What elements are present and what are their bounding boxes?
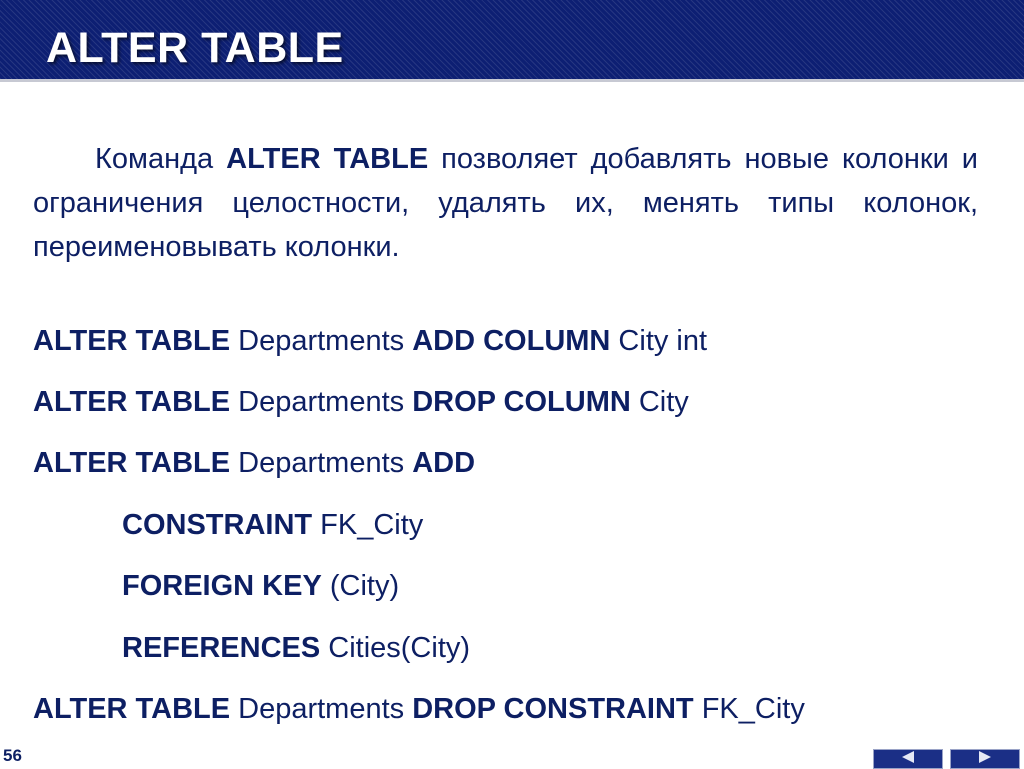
code-text: Departments (230, 447, 413, 479)
prev-slide-button[interactable] (873, 749, 943, 769)
code-keyword: DROP CONSTRAINT (412, 693, 694, 725)
code-text: Departments (230, 325, 413, 357)
code-keyword: ALTER TABLE (33, 325, 231, 357)
title-bar (0, 0, 1024, 82)
code-keyword: DROP COLUMN (412, 386, 631, 418)
code-text: FK_City (312, 509, 424, 541)
intro-text-start: Команда (95, 143, 227, 175)
code-keyword: ALTER TABLE (33, 386, 231, 418)
code-text: City int (610, 325, 708, 357)
code-line-drop-column (33, 382, 689, 422)
code-line-add-column (33, 321, 707, 361)
page-number: 56 (3, 746, 22, 765)
code-line-foreign-key (122, 566, 399, 606)
arrow-right-icon (979, 751, 991, 763)
code-keyword: ALTER TABLE (33, 693, 231, 725)
code-text: Departments (230, 693, 413, 725)
intro-paragraph (33, 137, 978, 269)
code-text: (City) (321, 570, 400, 602)
slide-content (0, 82, 1024, 767)
code-text: Cities(City) (320, 632, 471, 664)
code-keyword: REFERENCES (122, 632, 321, 664)
code-text: FK_City (693, 693, 805, 725)
code-line-references (122, 628, 470, 668)
code-keyword: FOREIGN KEY (122, 570, 322, 602)
code-line-add (33, 443, 475, 483)
code-keyword: ALTER TABLE (33, 447, 231, 479)
code-line-constraint (122, 505, 423, 545)
code-keyword: ADD COLUMN (412, 325, 611, 357)
code-text: Departments (230, 386, 413, 418)
code-line-drop-constraint (33, 689, 805, 729)
code-text: City (630, 386, 689, 418)
next-slide-button[interactable] (950, 749, 1020, 769)
code-keyword: ADD (412, 447, 476, 479)
arrow-left-icon (902, 751, 914, 763)
intro-text-end: позволяет добавлять новые колонки и ограничения целостности, удалять их, менять типы колонок, переименовывать колонки. (33, 143, 978, 263)
slide-title: ALTER TABLE (46, 24, 344, 72)
code-keyword: CONSTRAINT (122, 509, 313, 541)
intro-keyword: ALTER TABLE (226, 143, 429, 175)
